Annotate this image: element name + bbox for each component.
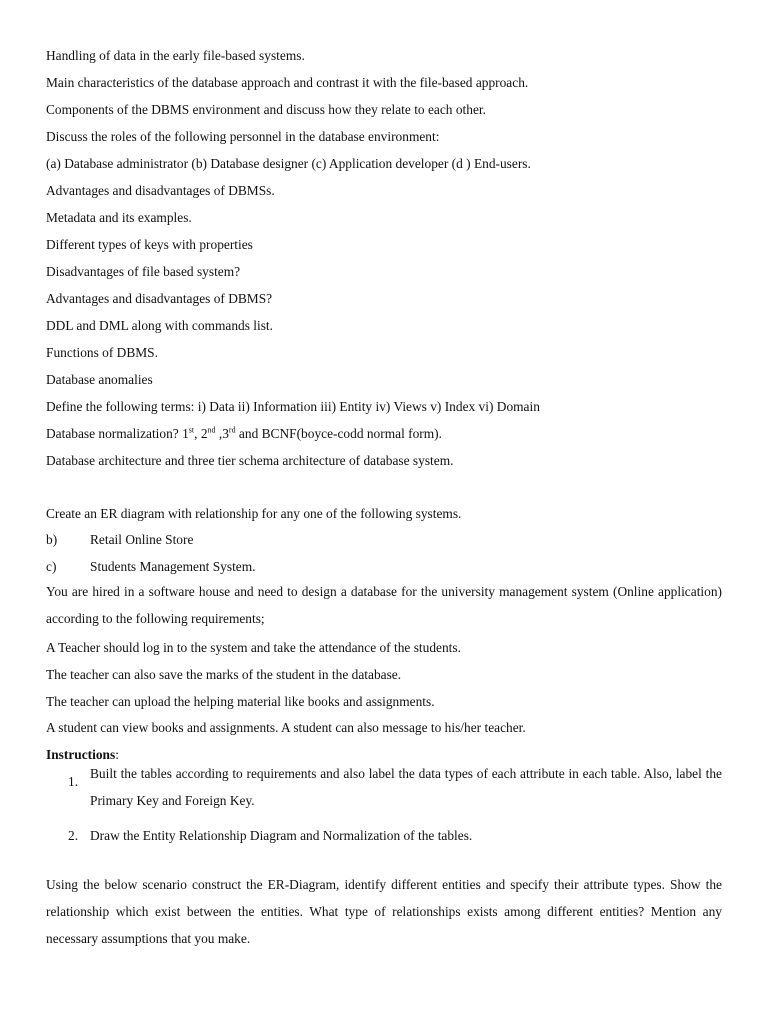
normalization-text: and BCNF(boyce-codd normal form). [235, 426, 442, 441]
topic-line: Handling of data in the early file-based systems. [46, 48, 305, 63]
instruction-number: 1. [68, 774, 79, 789]
requirement-line: The teacher can also save the marks of the student in the database. [46, 667, 402, 682]
list-item-text: Retail Online Store [90, 532, 194, 547]
normalization-line [46, 426, 442, 442]
list-item-label: b) [46, 532, 58, 547]
scenario-paragraph: You are hired in a software house and need to design a database for the university management system (Online application) according to the following requirements; [46, 584, 722, 626]
requirement-line: The teacher can upload the helping material like books and assignments. [46, 694, 435, 709]
topic-line: Disadvantages of file based system? [46, 264, 241, 279]
list-item-label: c) [46, 559, 57, 574]
normalization-text: ,3 [215, 426, 229, 441]
topic-line: Discuss the roles of the following personnel in the database environment: [46, 129, 440, 144]
topic-line: Functions of DBMS. [46, 345, 158, 360]
ordinal-suffix: rd [228, 425, 236, 435]
topic-line: Database architecture and three tier schema architecture of database system. [46, 453, 454, 468]
normalization-text: , 2 [194, 426, 208, 441]
topic-line: Advantages and disadvantages of DBMS? [46, 291, 273, 306]
topic-line: Metadata and its examples. [46, 210, 192, 225]
requirement-line: A Teacher should log in to the system and take the attendance of the students. [46, 640, 461, 655]
topic-line: Database anomalies [46, 372, 153, 387]
ordinal-suffix: st [188, 425, 195, 435]
instruction-number: 2. [68, 828, 79, 843]
final-paragraph: Using the below scenario construct the ER-Diagram, identify different entities and specify their attribute types. Show the relationship which exist between the entities. What type of relationships exists among different entities? Mention any necessary assumptions that you make. [46, 877, 722, 946]
topic-line: Components of the DBMS environment and discuss how they relate to each other. [46, 102, 486, 117]
topic-line: Define the following terms: i) Data ii) Information iii) Entity iv) Views v) Index vi) Domain [46, 399, 540, 414]
instruction-text: Built the tables according to requirements and also label the data types of each attribute in each table. Also, label the Primary Key and Foreign Key. [90, 766, 722, 808]
topic-line: Advantages and disadvantages of DBMSs. [46, 183, 275, 198]
instructions-colon: : [115, 747, 119, 762]
instruction-text: Draw the Entity Relationship Diagram and Normalization of the tables. [90, 828, 473, 843]
list-item-text: Students Management System. [90, 559, 256, 574]
ordinal-suffix: nd [207, 425, 216, 435]
topic-line: Different types of keys with properties [46, 237, 253, 252]
er-intro: Create an ER diagram with relationship for any one of the following systems. [46, 506, 462, 521]
normalization-text: Database normalization? 1 [46, 426, 189, 441]
requirement-line: A student can view books and assignments. A student can also message to his/her teacher. [46, 720, 526, 735]
topic-line: (a) Database administrator (b) Database designer (c) Application developer (d ) End-users. [46, 156, 531, 171]
topic-line: Main characteristics of the database approach and contrast it with the file-based approach. [46, 75, 529, 90]
topic-line: DDL and DML along with commands list. [46, 318, 273, 333]
instructions-heading-text: Instructions [46, 747, 116, 762]
